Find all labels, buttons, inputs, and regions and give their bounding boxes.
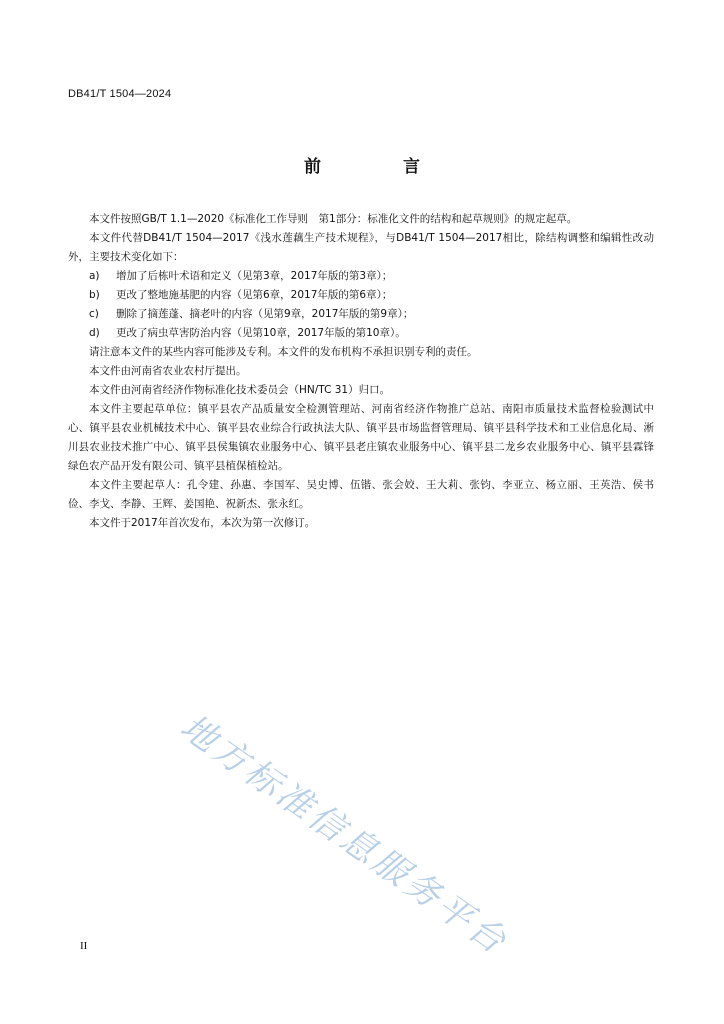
paragraph-drafters: 本文件主要起草人：孔令建、孙惠、李国军、吴史博、伍锴、张会姣、王大莉、张钧、李亚立、杨立丽、王英浩、侯书俭、李戈、李静、王辉、姜国艳、祝新杰、张永红。 xyxy=(68,479,654,510)
watermark: 地方标准信息服务平台 xyxy=(172,707,516,964)
paragraph-replacement: 本文件代替DB41/T 1504—2017《浅水莲藕生产技术规程》，与DB41/T 1504—2017相比，除结构调整和编辑性改动外，主要技术变化如下： xyxy=(68,232,654,263)
change-item-text: 更改了整地施基肥的内容（见第6章，2017年版的第6章）； xyxy=(116,289,393,301)
paragraph-drafting-units: 本文件主要起草单位：镇平县农产品质量安全检测管理站、河南省经济作物推广总站、南阳市质量技术监督检验测试中心、镇平县农业机械技术中心、镇平县农业综合行政执法大队、镇平县市场监督管理局、镇平县科学技术和工业信息化局、淅川县农业技术推广中心、镇平县侯集镇农业服务中心、镇平县老庄镇农业服务中心、镇平县二龙乡农业服务中心、镇平县霖锋绿色农产品开发有限公司、镇平县植保植检站。 xyxy=(68,403,654,472)
change-item xyxy=(68,305,654,324)
change-item-label: d) xyxy=(89,327,100,339)
page-number: II xyxy=(80,940,88,952)
foreword-body xyxy=(68,210,654,533)
change-item-text: 更改了病虫草害防治内容（见第10章，2017年版的第10章）。 xyxy=(116,327,406,339)
change-item xyxy=(68,324,654,343)
paragraph-drafting-rules: 本文件按照GB/T 1.1—2020《标准化工作导则 第1部分：标准化文件的结构和起草规则》的规定起草。 xyxy=(89,213,578,225)
paragraph-committee: 本文件由河南省经济作物标准化技术委员会（HN/TC 31）归口。 xyxy=(89,384,391,396)
change-item xyxy=(68,267,654,286)
change-item-label: a) xyxy=(89,270,100,282)
paragraph-patent-notice: 请注意本文件的某些内容可能涉及专利。本文件的发布机构不承担识别专利的责任。 xyxy=(89,346,478,358)
paragraph-proposer: 本文件由河南省农业农村厅提出。 xyxy=(89,365,247,377)
change-item-text: 删除了摘莲蓬、摘老叶的内容（见第9章，2017年版的第9章）； xyxy=(116,308,414,320)
change-item xyxy=(68,286,654,305)
document-code: DB41/T 1504—2024 xyxy=(68,88,172,100)
change-item-label: b) xyxy=(89,289,100,301)
paragraph-publication-history: 本文件于2017年首次发布，本次为第一次修订。 xyxy=(89,517,316,529)
change-item-label: c) xyxy=(89,308,99,320)
page-title: 前 言 xyxy=(304,157,458,177)
change-item-text: 增加了后栋叶术语和定义（见第3章，2017年版的第3章）； xyxy=(116,270,393,282)
